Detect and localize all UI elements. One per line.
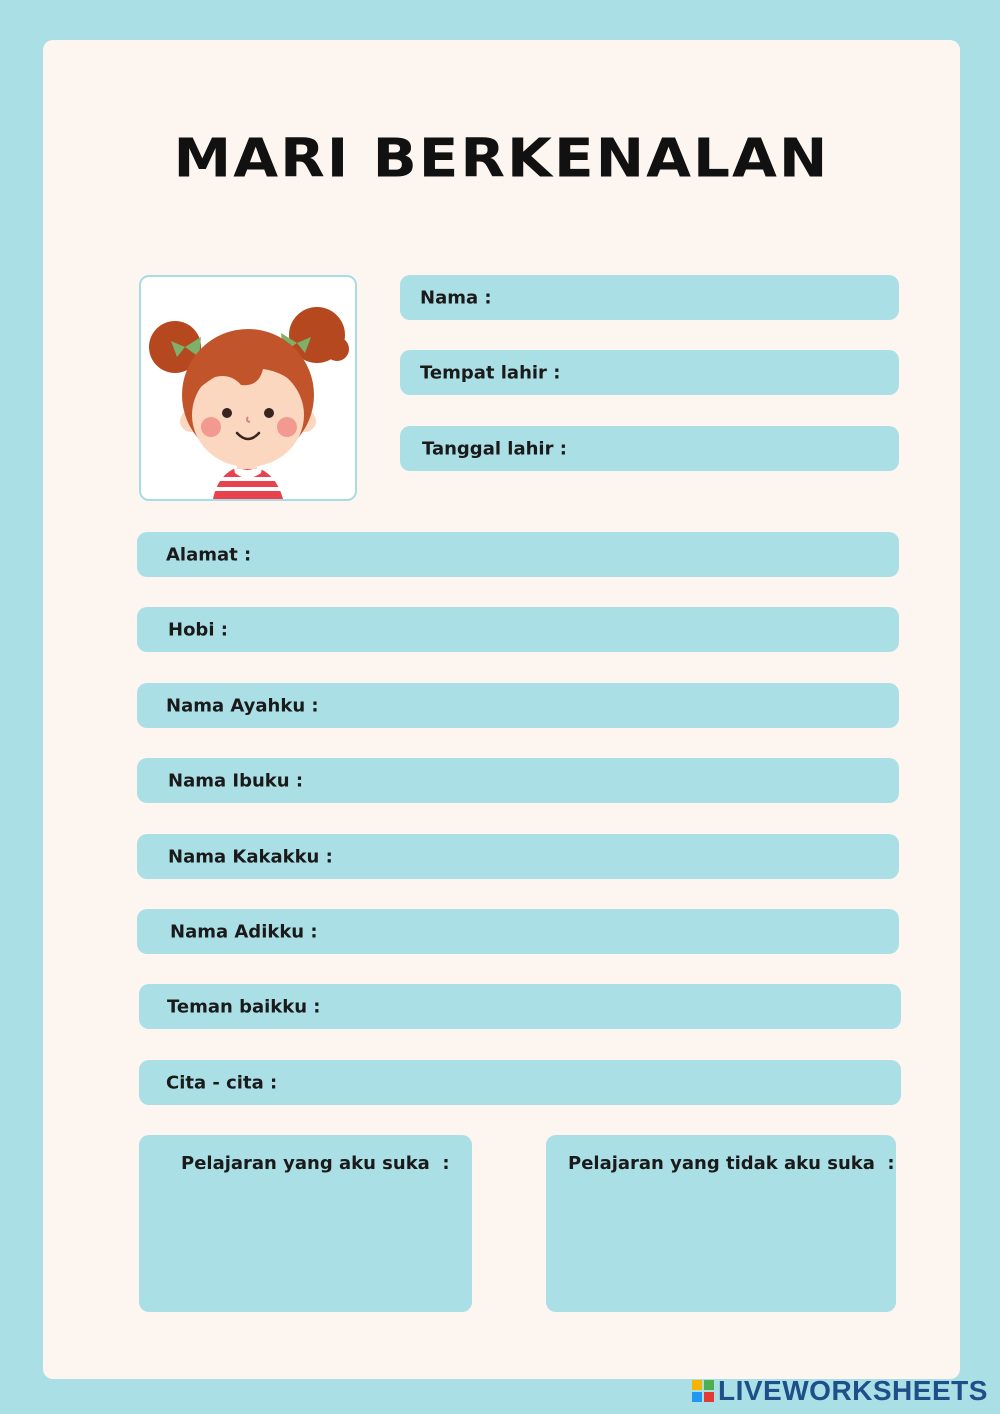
mother-name-label: Nama Ibuku :	[168, 770, 304, 791]
disliked-subject-box[interactable]	[546, 1135, 896, 1312]
aspiration-label: Cita - cita :	[166, 1072, 278, 1093]
page-title: MARI BERKENALAN	[173, 126, 830, 190]
best-friend-label: Teman baikku :	[167, 996, 321, 1017]
birthdate-field[interactable]	[400, 426, 899, 471]
aspiration-field[interactable]	[139, 1060, 901, 1105]
older-sibling-field[interactable]	[137, 834, 899, 879]
liked-subject-label: Pelajaran yang aku suka :	[181, 1153, 450, 1174]
girl-avatar-icon	[141, 277, 355, 499]
name-label: Nama :	[420, 287, 492, 308]
profile-photo	[139, 275, 357, 501]
liveworksheets-logo	[692, 1376, 988, 1406]
younger-sibling-label: Nama Adikku :	[170, 921, 318, 942]
liveworksheets-logo-icon	[692, 1380, 714, 1402]
address-label: Alamat :	[166, 544, 252, 565]
liked-subject-box[interactable]	[139, 1135, 472, 1312]
best-friend-field[interactable]	[139, 984, 901, 1029]
name-field[interactable]	[400, 275, 899, 320]
hobby-field[interactable]	[137, 607, 899, 652]
mother-name-field[interactable]	[137, 758, 899, 803]
older-sibling-label: Nama Kakakku :	[168, 846, 333, 867]
younger-sibling-field[interactable]	[137, 909, 899, 954]
address-field[interactable]	[137, 532, 899, 577]
logo-text: LIVEWORKSHEETS	[718, 1375, 988, 1406]
birthplace-label: Tempat lahir :	[420, 362, 561, 383]
birthdate-label: Tanggal lahir :	[422, 438, 567, 459]
hobby-label: Hobi :	[168, 619, 228, 640]
birthplace-field[interactable]	[400, 350, 899, 395]
father-name-field[interactable]	[137, 683, 899, 728]
disliked-subject-label: Pelajaran yang tidak aku suka :	[568, 1153, 895, 1174]
father-name-label: Nama Ayahku :	[166, 695, 319, 716]
